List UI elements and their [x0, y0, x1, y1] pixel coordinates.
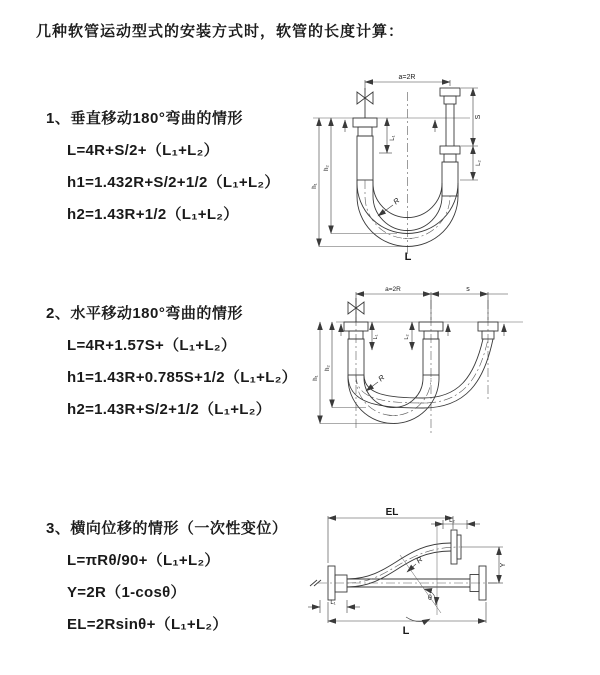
page-title: 几种软管运动型式的安装方式时，软管的长度计算： — [36, 23, 405, 40]
d2-right-pipe — [478, 322, 504, 339]
dim-label-s: s — [466, 286, 470, 293]
d3-radius-callout — [407, 555, 425, 572]
section-3-formula-Y: Y=2R（1-cosθ） — [67, 584, 186, 601]
section-3-formula-L: L=πRθ/90+（L₁+L₂） — [67, 552, 220, 569]
dim-label-a2r: a=2R — [398, 74, 416, 81]
section-1-formula-h1: h1=1.432R+S/2+1/2（L₁+L₂） — [67, 174, 280, 191]
dim-label-L1: L₁ — [330, 600, 336, 606]
dim-label-theta: θ — [428, 595, 432, 602]
dim-label-L-overall: L — [402, 625, 410, 637]
dim-label-h2: h₂ — [324, 165, 330, 171]
dim-label-R: R — [414, 554, 425, 566]
valve-icon — [357, 88, 373, 118]
dim-label-EL: EL — [385, 507, 399, 518]
dim-label-L2: L₂ — [404, 334, 410, 340]
d2-dim-L2 — [404, 322, 412, 350]
valve-icon — [348, 298, 364, 322]
section-1-formula-L: L=4R+S/2+（L₁+L₂） — [67, 142, 219, 159]
d3-curved-hose — [347, 530, 461, 587]
dim-label-h1: h₁ — [312, 183, 318, 189]
section-2-heading: 2、水平移动180°弯曲的情形 — [46, 305, 243, 322]
d3-dim-Y — [461, 547, 507, 583]
dim-label-R: R — [376, 372, 387, 384]
d2-dim-L1 — [372, 322, 379, 350]
dim-label-h1: h₁ — [313, 375, 319, 381]
d3-dim-L1 — [308, 600, 360, 613]
d1-left-pipe — [345, 118, 377, 180]
d3-straight-hose — [318, 566, 500, 600]
section-1-formula-h2: h2=1.43R+1/2（L₁+L₂） — [67, 206, 239, 223]
d1-dim-S — [461, 88, 482, 146]
d2-hose-arcs — [348, 339, 493, 424]
dim-label-Y: Y — [500, 562, 507, 568]
d2-middle-pipe — [419, 322, 448, 375]
dim-label-h2: h₂ — [325, 365, 331, 371]
dim-label-L2: L₂ — [449, 518, 455, 524]
dim-label-a2r: a=2R — [385, 286, 401, 293]
dim-label-L2: L₂ — [476, 160, 482, 166]
section-3-heading: 3、横向位移的情形（一次性变位） — [46, 520, 288, 537]
dim-label-L1: L₁ — [390, 135, 396, 141]
diagram-lateral-displacement — [300, 503, 600, 638]
d1-right-pipe — [435, 88, 460, 196]
diagram-horizontal-bend — [308, 282, 598, 460]
d1-dim-L2 — [460, 146, 482, 180]
dim-label-L1: L₁ — [373, 334, 379, 340]
section-3-formula-EL: EL=2Rsinθ+（L₁+L₂） — [67, 616, 228, 633]
section-1-heading: 1、垂直移动180°弯曲的情形 — [46, 110, 243, 127]
section-2-formula-h1: h1=1.43R+0.785S+1/2（L₁+L₂） — [67, 369, 297, 386]
d2-left-pipe — [341, 322, 368, 375]
dim-label-S: S — [475, 114, 482, 120]
diagram-vertical-bend — [305, 68, 595, 264]
d3-dim-EL — [328, 507, 453, 563]
d1-dim-a2r — [365, 74, 450, 90]
d3-dim-L2 — [431, 518, 480, 529]
section-2-formula-h2: h2=1.43R+S/2+1/2（L₁+L₂） — [67, 401, 272, 418]
section-2-formula-L: L=4R+1.57S+（L₁+L₂） — [67, 337, 237, 354]
d2-dim-h1 — [313, 322, 394, 424]
dim-label-L-overall: L — [404, 251, 412, 263]
d2-dim-a2r-s — [356, 286, 508, 320]
d1-dim-L1 — [379, 118, 396, 153]
d3-angle-construction — [400, 523, 441, 622]
dim-label-R: R — [391, 195, 402, 207]
d1-dim-h2 — [324, 118, 397, 234]
